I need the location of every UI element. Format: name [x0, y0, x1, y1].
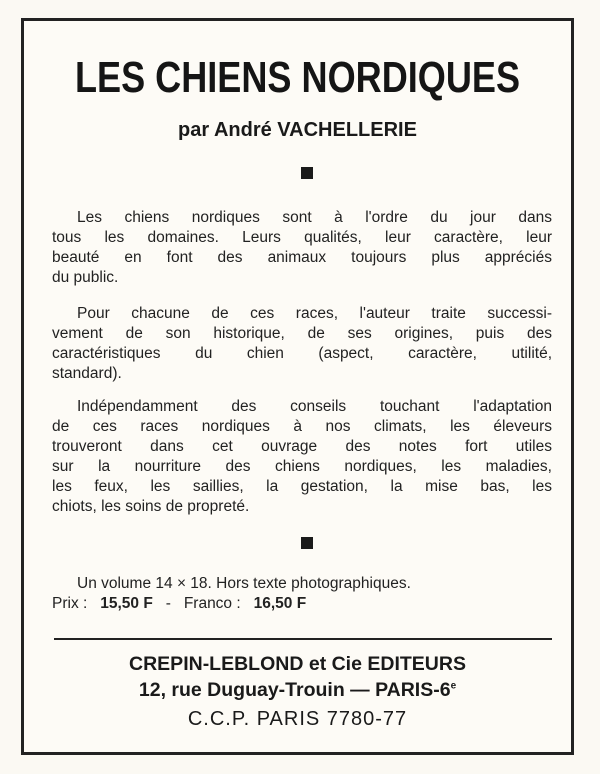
text-line: de ces races nordiques à nos climats, les éleveurs [52, 418, 552, 435]
square-ornament [301, 167, 313, 179]
text-line: Les chiens nordiques sont à l'ordre du jour dans [77, 209, 552, 226]
text-line: Pour chacune de ces races, l'auteur traite successi- [77, 305, 552, 322]
description-paragraph-1 [52, 208, 552, 288]
price-separator: - [165, 595, 171, 612]
price-line [52, 594, 552, 614]
book-author: par André VACHELLERIE [178, 119, 417, 141]
description-paragraph-2 [52, 304, 552, 384]
volume-format: Un volume 14 × 18. Hors texte photographiques. [77, 575, 411, 592]
text-line: trouveront dans cet ouvrage des notes fort utiles [52, 438, 552, 455]
square-ornament [301, 537, 313, 549]
text-line: vement de son historique, de ses origines, puis des [52, 325, 552, 342]
text-line: standard). [52, 365, 122, 382]
advertisement-frame [21, 18, 574, 755]
price-value: 15,50 F [100, 595, 153, 612]
text-line: beauté en font des animaux toujours plus appréciés [52, 249, 552, 266]
text-line: chiots, les soins de propreté. [52, 498, 250, 515]
text-line: Indépendamment des conseils touchant l'adaptation [77, 398, 552, 415]
divider [54, 638, 552, 640]
text-line: sur la nourriture des chiens nordiques, les maladies, [52, 458, 552, 475]
publisher-address [24, 679, 571, 702]
text-line: caractéristiques du chien (aspect, caractère, utilité, [52, 345, 552, 362]
description-paragraph-3 [52, 397, 552, 517]
franco-value: 16,50 F [253, 595, 307, 612]
publisher-name: CREPIN-LEBLOND et Cie EDITEURS [129, 653, 466, 675]
text-line: tous les domaines. Leurs qualités, leur caractère, leur [52, 229, 552, 246]
address-text: 12, rue Duguay-Trouin — PARIS-6 [138, 679, 451, 701]
book-title: LES CHIENS NORDIQUES [74, 53, 521, 102]
text-line: les feux, les saillies, la gestation, la mise bas, les [52, 478, 552, 495]
address-superscript: e [450, 680, 457, 692]
franco-label: Franco : [183, 595, 241, 612]
volume-info [52, 574, 552, 614]
postal-account: C.C.P. PARIS 7780-77 [187, 708, 408, 730]
price-label: Prix : [52, 595, 88, 612]
text-line: du public. [52, 269, 119, 286]
